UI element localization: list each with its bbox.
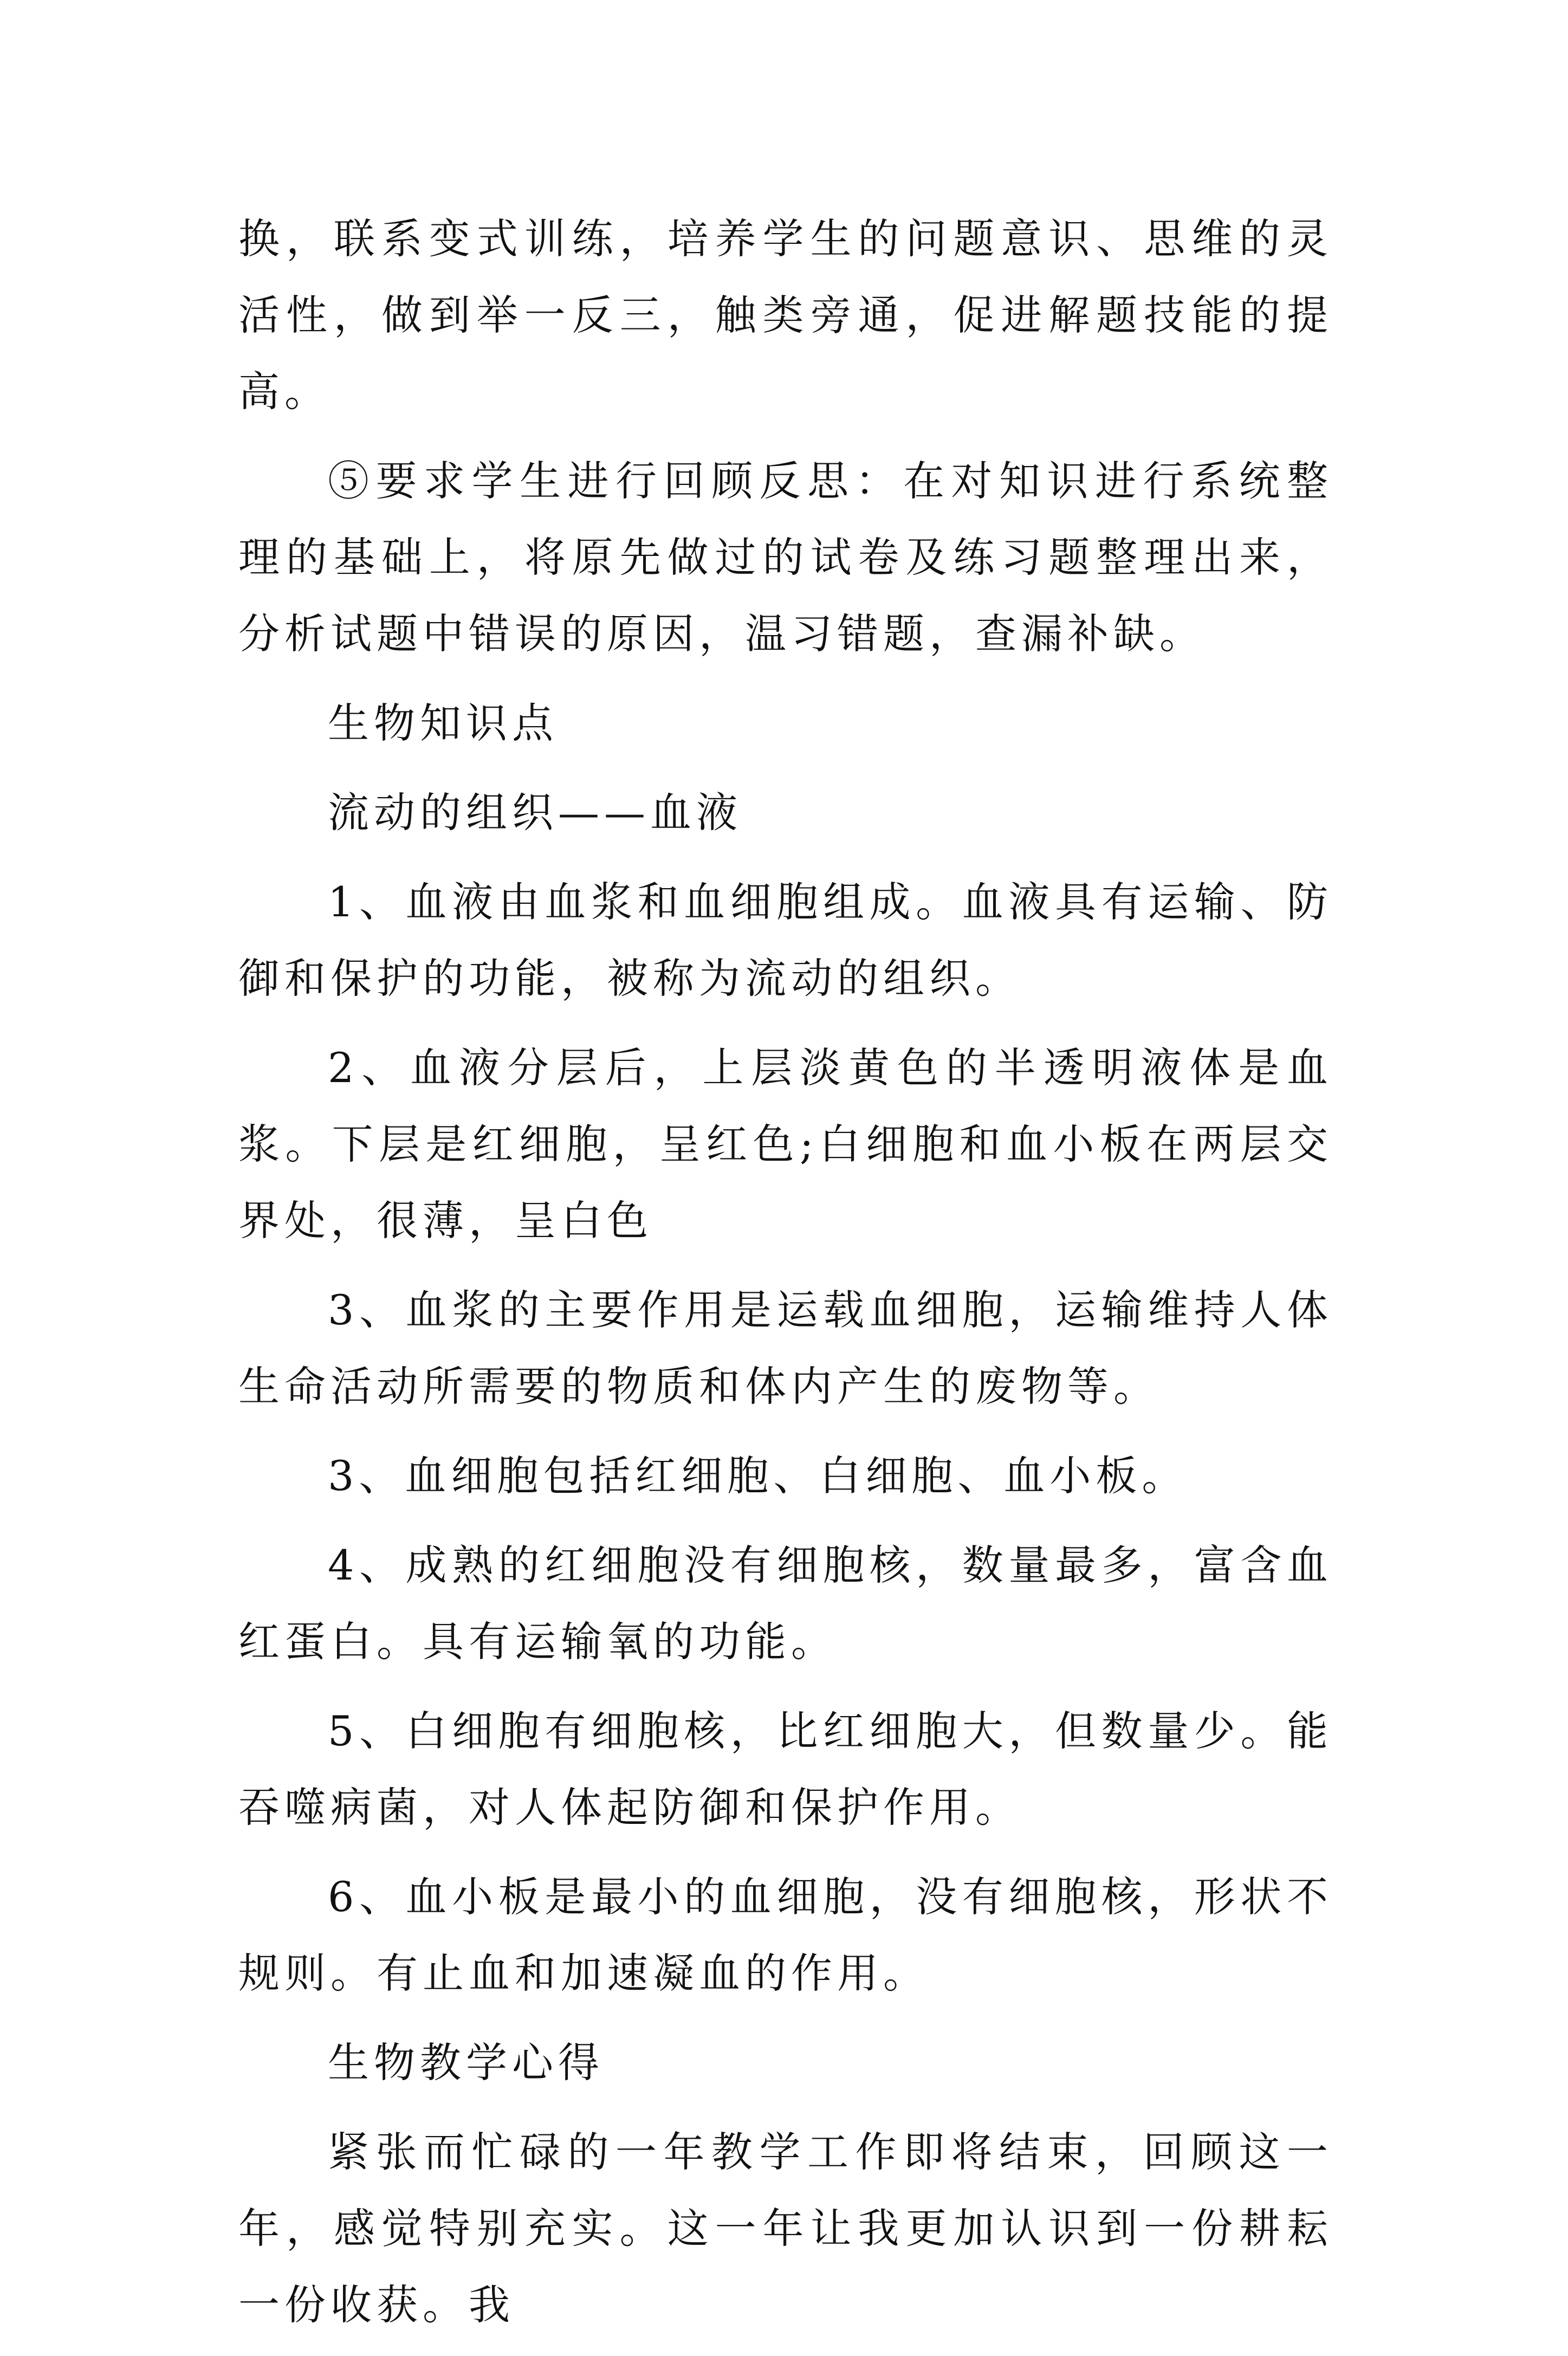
paragraph-point-4: 4、成熟的红细胞没有细胞核，数量最多，富含血红蛋白。具有运输氧的功能。	[238, 1541, 1333, 1666]
subheading-blood: 流动的组织——血液	[328, 788, 742, 837]
paragraph-point-2: 2、血液分层后，上层淡黄色的半透明液体是血浆。下层是红细胞，呈红色;白细胞和血小板在两层交界处，很薄，呈白色	[238, 1044, 1333, 1245]
paragraph-point-5: 5、白细胞有细胞核，比红细胞大，但数量少。能吞噬病菌，对人体起防御和保护作用。	[238, 1707, 1333, 1831]
paragraph-continuation: 换，联系变式训练，培养学生的问题意识、思维的灵活性，做到举一反三，触类旁通，促进解题技能的提高。	[238, 215, 1333, 416]
section-heading-biology-knowledge: 生物知识点	[328, 699, 558, 747]
paragraph-point-1: 1、血液由血浆和血细胞组成。血液具有运输、防御和保护的功能，被称为流动的组织。	[238, 878, 1333, 1002]
paragraph-point-6: 6、血小板是最小的血细胞，没有细胞核，形状不规则。有止血和加速凝血的作用。	[238, 1873, 1333, 1997]
paragraph-point-3b: 3、血细胞包括红细胞、白细胞、血小板。	[328, 1452, 1188, 1500]
section-heading-teaching-notes: 生物教学心得	[328, 2038, 604, 2087]
paragraph-point-3a: 3、血浆的主要作用是运载血细胞，运输维持人体生命活动所需要的物质和体内产生的废物等。	[238, 1286, 1333, 1410]
paragraph-review-reflection: ⑤要求学生进行回顾反思：在对知识进行系统整理的基础上，将原先做过的试卷及练习题整理出来，分析试题中错误的原因，温习错题，查漏补缺。	[238, 457, 1333, 658]
document-body	[238, 200, 1333, 2356]
paragraph-teaching-summary: 紧张而忙碌的一年教学工作即将结束，回顾这一年，感觉特别充实。这一年让我更加认识到一份耕耘一份收获。我	[238, 2128, 1333, 2329]
